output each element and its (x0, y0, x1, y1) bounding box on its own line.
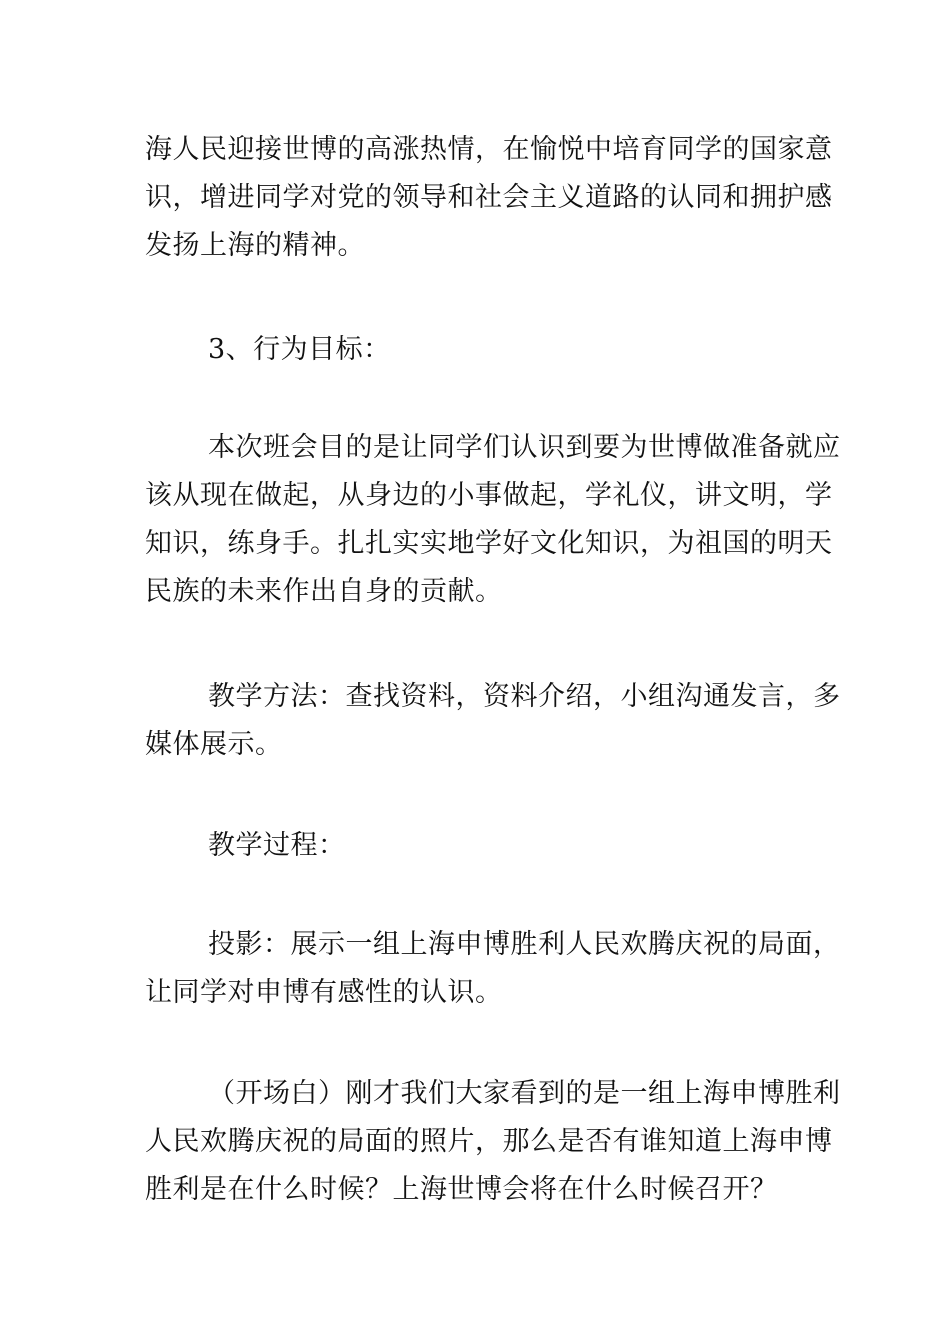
text-line: 海人民迎接世博的高涨热情，在愉悦中培育同学的国家意 (145, 134, 833, 165)
heading-teaching-process (145, 822, 810, 870)
paragraph-projection (145, 921, 841, 1017)
text-line: 胜利是在什么时候？上海世博会将在什么时候召开？ (145, 1174, 778, 1205)
text-line: 该从现在做起，从身边的小事做起，学礼仪，讲文明，学 (145, 480, 833, 511)
text-line: 人民欢腾庆祝的局面的照片，那么是否有谁知道上海申博 (145, 1126, 833, 1157)
text-line: 投影：展示一组上海申博胜利人民欢腾庆祝的局面， (208, 929, 841, 960)
paragraph-opening-remarks (145, 1070, 841, 1214)
text-line: 3、行为目标： (208, 334, 391, 365)
paragraph-goals-continuation (145, 126, 833, 270)
text-line: （开场白）刚才我们大家看到的是一组上海申博胜利 (208, 1078, 841, 1109)
text-line: 知识，练身手。扎扎实实地学好文化知识，为祖国的明天 (145, 528, 833, 559)
heading-behavior-goals (145, 326, 810, 374)
text-line: 教学方法：查找资料，资料介绍，小组沟通发言，多 (208, 681, 841, 712)
text-line: 让同学对申博有感性的认识。 (145, 977, 503, 1008)
text-line: 民族的未来作出自身的贡献。 (145, 576, 503, 607)
text-line: 教学过程： (208, 830, 346, 861)
text-line: 本次班会目的是让同学们认识到要为世博做准备就应 (208, 432, 841, 463)
text-line: 媒体展示。 (145, 729, 283, 760)
paragraph-teaching-methods (145, 673, 841, 769)
text-line: 发扬上海的精神。 (145, 230, 365, 261)
text-line: 识，增进同学对党的领导和社会主义道路的认同和拥护感 (145, 182, 833, 213)
paragraph-meeting-purpose (145, 424, 841, 616)
